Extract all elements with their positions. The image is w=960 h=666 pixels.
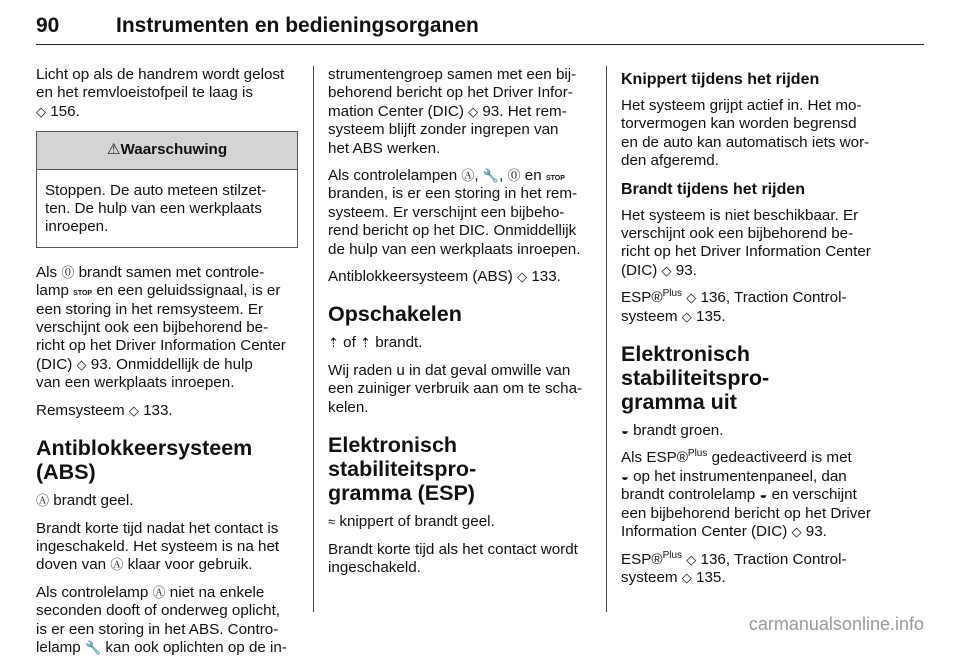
esp-off-icon: ◒ [621, 423, 629, 439]
page-reference[interactable]: 135. [696, 568, 726, 586]
abs-icon: Ⓐ [461, 168, 475, 184]
opschakelen-status: ⇡ of ⇡ brandt. [328, 334, 423, 352]
knippert-paragraph: Het systeem grijpt actief in. Het mo- torvermogen kan worden begrensd en de auto kan automatisch iets wor- den afgeremd. [621, 97, 870, 170]
wrench-icon: 🔧 [84, 639, 102, 655]
warning-title: ⚠Waarschuwing [37, 132, 297, 169]
opschakelen-paragraph: Wij raden u in dat geval omwille van een zuiniger verbruik aan om te scha- kelen. [328, 361, 583, 416]
column-2 [328, 66, 594, 586]
ref-arrow-icon: ◇ [681, 308, 692, 324]
abs-heading: Antiblokkeersysteem (ABS) [36, 436, 253, 485]
watermark: carmanualsonline.info [748, 614, 924, 634]
esp-off-status: ◒ brandt groen. [621, 422, 724, 440]
esp-off-icon: ◒ [621, 468, 629, 484]
wrench-icon: 🔧 [482, 168, 500, 184]
ref-arrow-icon: ◇ [128, 402, 139, 418]
page-reference[interactable]: 93. [805, 523, 827, 541]
upshift-icon: ⇡ [328, 335, 339, 351]
header-title: Instrumenten en bedieningsorganen [116, 14, 479, 37]
ref-arrow-icon: ◇ [517, 269, 528, 285]
brandt-heading: Brandt tijdens het rijden [621, 180, 806, 198]
column-divider [313, 66, 314, 612]
abs-icon: Ⓐ [152, 584, 166, 600]
esp-status: ≈ knippert of brandt geel. [328, 513, 495, 531]
abs-paragraph-1: Brandt korte tijd nadat het contact is ingeschakeld. Het systeem is na het doven van Ⓐ klaar voor gebruik. [36, 519, 280, 574]
upshift-skip-icon: ⇡ [360, 335, 371, 351]
knippert-heading: Knippert tijdens het rijden [621, 71, 820, 88]
esp-plus-ref: ESP®$^{Plus}$ ◇ 136, Traction Control- systeem ◇ 135. [621, 288, 847, 325]
abs-ref: Antiblokkeersysteem (ABS) ◇ 133. [328, 268, 561, 286]
abs-paragraph-2: Als controlelamp Ⓐ niet na enkele seconden dooft of onderweg oplicht, is er een storing in het ABS. Contro- lelamp 🔧 kan ook oplichten op de in- [36, 583, 287, 656]
page-reference[interactable]: 93. [675, 261, 697, 279]
warning-body: Stoppen. De auto meteen stilzet- ten. De hulp van een werkplaats inroepen. [45, 181, 267, 236]
brake-paragraph: Als ⓪ brandt samen met controle- lamp STOP en een geluidssignaal, is er een storing in het remsysteem. Er verschijnt ook een bijbehorend be- richt op het Driver Information Center (DIC) ◇ 93. Onmiddellijk de hulp van een werkplaats inroepen. [36, 263, 286, 392]
ref-arrow-icon: ◇ [468, 103, 479, 119]
ref-arrow-icon: ◇ [36, 103, 46, 119]
abs-status: Ⓐ brandt geel. [36, 492, 134, 510]
page-reference[interactable]: 133. [531, 268, 561, 286]
column-1 [36, 66, 298, 666]
opschakelen-heading: Opschakelen [328, 302, 462, 327]
abs-icon: Ⓐ [36, 493, 50, 509]
esp-icon: ≈ [328, 514, 336, 530]
esp-plus-ref-2: ESP®$^{Plus}$ ◇ 136, Traction Control- systeem ◇ 135. [621, 549, 847, 586]
page-reference[interactable]: 133. [143, 401, 173, 419]
remsysteem-ref: Remsysteem ◇ 133. [36, 401, 173, 419]
ref-arrow-icon: ◇ [791, 524, 802, 540]
esp-off-heading: Elektronisch stabiliteitspro- gramma uit [621, 342, 770, 415]
abs-continued-paragraph: strumentengroep samen met een bij- behorend bericht op het Driver Infor- mation Center (DIC) ◇ 93. Het rem- systeem blijft zonder ingrepen van het ABS werken. [328, 66, 577, 157]
stop-icon: STOP [73, 290, 93, 298]
esp-off-icon: ◒ [759, 487, 768, 503]
page-header [36, 14, 924, 45]
abs-icon: Ⓐ [110, 557, 124, 573]
ref-arrow-icon: ◇ [681, 569, 692, 585]
ref-arrow-icon: ◇ [661, 262, 672, 278]
stop-icon: STOP [545, 175, 565, 183]
page-reference[interactable]: 135. [696, 307, 726, 325]
ref-arrow-icon: ◇ [76, 356, 87, 372]
column-divider [606, 66, 607, 612]
brandt-paragraph: Het systeem is niet beschikbaar. Er verschijnt ook een bijbehorend be- richt op het Driver Information Center (DIC) ◇ 93. [621, 206, 871, 279]
esp-paragraph: Brandt korte tijd als het contact wordt ingeschakeld. [328, 540, 578, 576]
page-reference[interactable]: 156. [50, 102, 80, 120]
column-3 [621, 66, 889, 596]
brake-lamp-icon: ⓪ [61, 264, 75, 280]
lamps-paragraph: Als controlelampen Ⓐ, 🔧, ⓪ en STOP branden, is er een storing in het rem- systeem. Er verschijnt een bijbeho- rend bericht op het DIC. Onmiddellijk de hulp van een werkplaats inroepen. [328, 167, 581, 258]
esp-heading: Elektronisch stabiliteitspro- gramma (ESP) [328, 433, 477, 506]
intro-paragraph: Licht op als de handrem wordt gelost en het remvloeistofpeil te laag is ◇ 156. [36, 66, 285, 120]
page-number: 90 [36, 14, 60, 37]
brake-lamp-icon: ⓪ [507, 168, 521, 184]
warning-box [36, 131, 298, 248]
ref-arrow-icon: ◇ [686, 290, 697, 306]
ref-arrow-icon: ◇ [686, 551, 697, 567]
warning-icon: ⚠ [106, 141, 121, 159]
esp-off-paragraph: Als ESP®$^{Plus}$ gedeactiveerd is met ◒ op het instrumentenpaneel, dan brandt controlelamp ◒ en verschijnt een bijbehorend bericht op het Driver Information Center (DIC) ◇ 93. [621, 448, 871, 541]
